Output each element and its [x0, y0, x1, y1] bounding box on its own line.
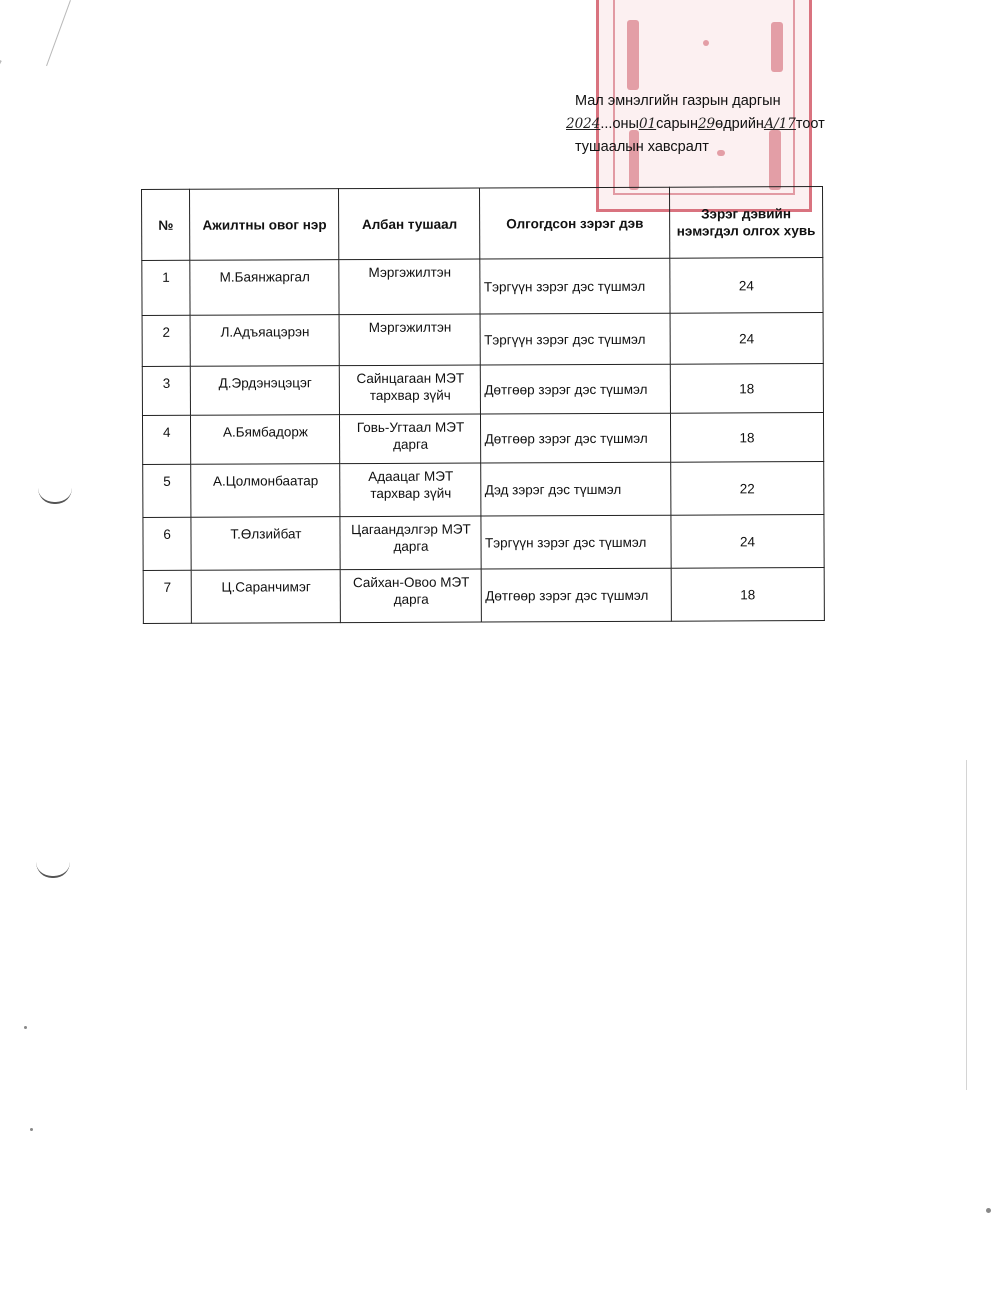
column-header-rank: Олгогдсон зэрэг дэв [480, 187, 670, 259]
cell-number: 5 [143, 464, 192, 517]
handwritten-month: 01 [638, 116, 657, 132]
handwritten-order-number: А/17 [763, 116, 796, 132]
header-line-order-source: Мал эмнэлгийн газрын даргын [575, 93, 781, 109]
staff-rank-table [141, 186, 825, 624]
table-row [142, 313, 823, 367]
scan-edge-line [0, 60, 2, 167]
cell-position: Мэргэжилтэн [339, 259, 480, 315]
cell-percent: 18 [670, 364, 823, 414]
cell-name: Д.Эрдэнэцэцэг [191, 366, 340, 416]
header-line-appendix: тушаалын хавсралт [575, 139, 709, 155]
cell-rank: Тэргүүн зэрэг дэс түшмэл [481, 313, 671, 365]
stamp-glyph [703, 40, 709, 46]
header-text: тоот [795, 116, 825, 132]
scan-speck [986, 1208, 991, 1213]
cell-name: А.Бямбадорж [191, 415, 340, 465]
cell-position: Сайхан-Овоо МЭТ дарга [341, 569, 482, 623]
cell-percent: 24 [670, 258, 823, 314]
cell-rank: Дөтгөөр зэрэг дэс түшмэл [482, 568, 672, 622]
cell-name: А.Цолмонбаатар [191, 464, 340, 518]
handwritten-day: 29 [697, 116, 716, 132]
cell-position: Мэргэжилтэн [339, 314, 480, 366]
table-row [142, 364, 823, 416]
cell-rank: Дөтгөөр зэрэг дэс түшмэл [481, 413, 671, 463]
header-text: сарын [656, 116, 698, 132]
scan-speck [30, 1128, 33, 1131]
cell-name: Т.Өлзийбат [191, 517, 340, 571]
cell-rank: Дөтгөөр зэрэг дэс түшмэл [481, 364, 671, 414]
table-row [143, 515, 824, 571]
cell-percent: 24 [670, 313, 823, 365]
column-header-percent: Зэрэг дэвийн нэмэгдэл олгох хувь [669, 187, 822, 259]
cell-number: 6 [143, 517, 192, 570]
stamp-glyph [627, 20, 639, 90]
cell-position: Сайнцагаан МЭТ тархвар зүйч [340, 365, 481, 415]
punch-hole-mark [36, 862, 70, 878]
cell-position: Цагаандэлгэр МЭТ дарга [340, 516, 481, 570]
cell-number: 1 [142, 260, 191, 315]
header-text: ...оны [600, 116, 639, 132]
column-header-position: Албан тушаал [339, 188, 480, 260]
cell-rank: Тэргүүн зэрэг дэс түшмэл [481, 515, 671, 569]
cell-rank: Дэд зэрэг дэс түшмэл [481, 462, 671, 516]
cell-rank: Тэргүүн зэрэг дэс түшмэл [480, 258, 670, 314]
column-header-number: № [142, 189, 191, 260]
cell-percent: 18 [671, 568, 824, 622]
table-row [142, 258, 823, 316]
scan-speck [24, 1026, 27, 1029]
table-row [142, 413, 823, 465]
table-header-row [142, 187, 823, 261]
cell-name: Ц.Саранчимэг [192, 570, 341, 624]
cell-number: 4 [142, 415, 191, 464]
appendix-header [560, 90, 840, 159]
header-line-order-date [560, 113, 840, 136]
cell-number: 2 [142, 315, 191, 366]
punch-hole-mark [38, 488, 72, 504]
cell-percent: 22 [671, 462, 824, 516]
handwritten-year: 2024 [566, 116, 601, 132]
cell-name: М.Баянжаргал [190, 260, 339, 316]
cell-position: Говь-Угтаал МЭТ дарга [340, 414, 481, 464]
table-row [143, 462, 824, 518]
cell-percent: 18 [670, 413, 823, 463]
cell-number: 3 [142, 366, 191, 415]
header-text: өдрийн [715, 116, 764, 132]
scan-edge-line [966, 760, 967, 1090]
cell-percent: 24 [671, 515, 824, 569]
cell-number: 7 [143, 570, 192, 623]
scan-edge-line [46, 0, 71, 66]
column-header-name: Ажилтны овог нэр [190, 189, 339, 261]
stamp-glyph [771, 22, 783, 72]
table-row [143, 568, 824, 624]
cell-position: Адаацаг МЭТ тархвар зүйч [340, 463, 481, 517]
cell-name: Л.Адъяацэрэн [190, 315, 339, 367]
